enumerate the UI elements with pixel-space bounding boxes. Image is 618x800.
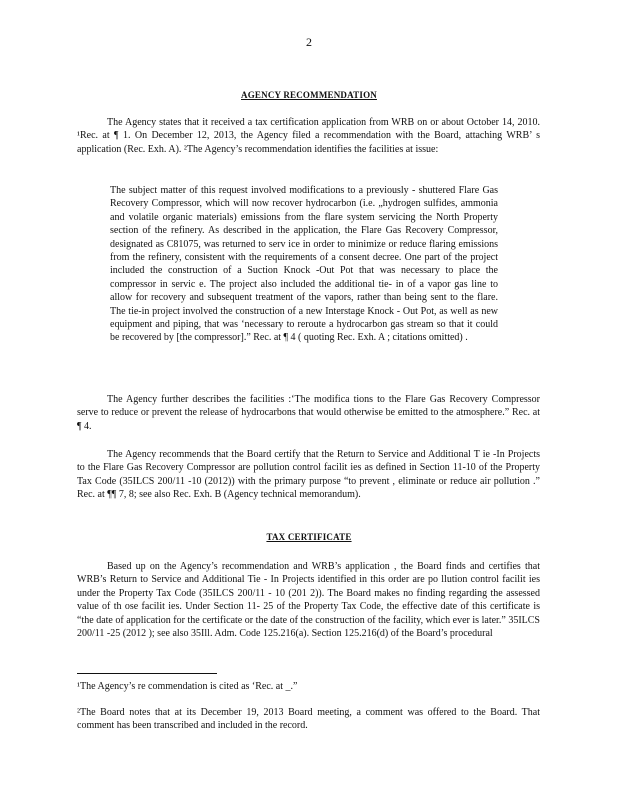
footnote-1: ¹The Agency’s re commendation is cited as ‘Rec. at _.” (77, 681, 298, 692)
recommendation-paragraph: The Agency recommends that the Board certify that the Return to Service and Additional T ie -In Projects to the Flare Gas Recovery Compressor are pollution control facilit ies as defined in Section 11-10 of the Property Tax Code (35ILCS 200/11 -10 (2012)) with the primary purpose “to prevent , eliminate or reduce air pollution .” Rec. at ¶¶ 7, 8; see also Rec. Exh. B (Agency technical memorandum). (77, 449, 540, 501)
facilities-paragraph: The Agency further describes the facilities :‘The modifica tions to the Flare Gas Recovery Compressor serve to reduce or prevent the release of hydrocarbons that would otherwise be emitted to the atmosphere.” Rec. at ¶ 4. (77, 394, 540, 432)
page-number: 2 (306, 35, 312, 49)
agency-recommendation-heading: AGENCY RECOMMENDATION (241, 90, 377, 100)
intro-paragraph: The Agency states that it received a tax certification application from WRB on or about October 14, 2010. ¹Rec. at ¶ 1. On December 12, 2013, the Agency filed a recommendation with the Board, attaching WRB’ s application (Rec. Exh. A). ²The Agency’s recommendation identifies the facilities at issue: (77, 117, 540, 155)
tax-certificate-heading: TAX CERTIFICATE (266, 532, 352, 542)
block-quote: The subject matter of this request involved modifications to a previously - shuttered Flare Gas Recovery Compressor, which will now recover hydrocarbon (i.e. „hydrogen sulfides, ammonia and volatile organic materials) emissions from the flare system servicing the North Property section of the refinery. As described in the application, the Flare Gas Recovery Compressor, designated as C81075, was returned to serv ice in order to minimize or reduce flaring emissions from the refinery, consistent with the requirements of a consent decree. One part of the project included the construction of a Suction Knock -Out Pot that was necessary to place the compressor in servic e. The project also included the additional tie- in of a vapor gas line to allow for recovery and subsequent treatment of the vapors, rather than being sent to the flare. The tie-in project involved the construction of a new Interstage Knock - Out Pot, as well as new equipment and piping, that was ‘necessary to reroute a hydrocarbon gas stream so that it could be recovered by [the compressor].” Rec. at ¶ 4 ( quoting Rec. Exh. A ; citations omitted) . (110, 185, 498, 344)
footnote-2: ²The Board notes that at its December 19, 2013 Board meeting, a comment was offered to the Board. That comment has been transcribed and included in the record. (77, 707, 540, 732)
tax-certificate-paragraph: Based up on the Agency’s recommendation and WRB’s application , the Board finds and certifies that WRB’s Return to Service and Additional Tie - In Projects identified in this order are po llution control facilit ies under the Property Tax Code (35ILCS 200/11 - 10 (201 2)). The Board makes no finding regarding the assessed value of th ose facilit ies. Under Section 11- 25 of the Property Tax Code, the effective date of this certificate is “the date of application for the certificate or the date of the construction of the facility, which ever is later.” 35ILCS 200/11 -25 (2012 ); see also 35Ill. Adm. Code 125.216(a). Section 125.216(d) of the Board’s procedural (77, 561, 540, 640)
footnote-divider (77, 673, 217, 674)
